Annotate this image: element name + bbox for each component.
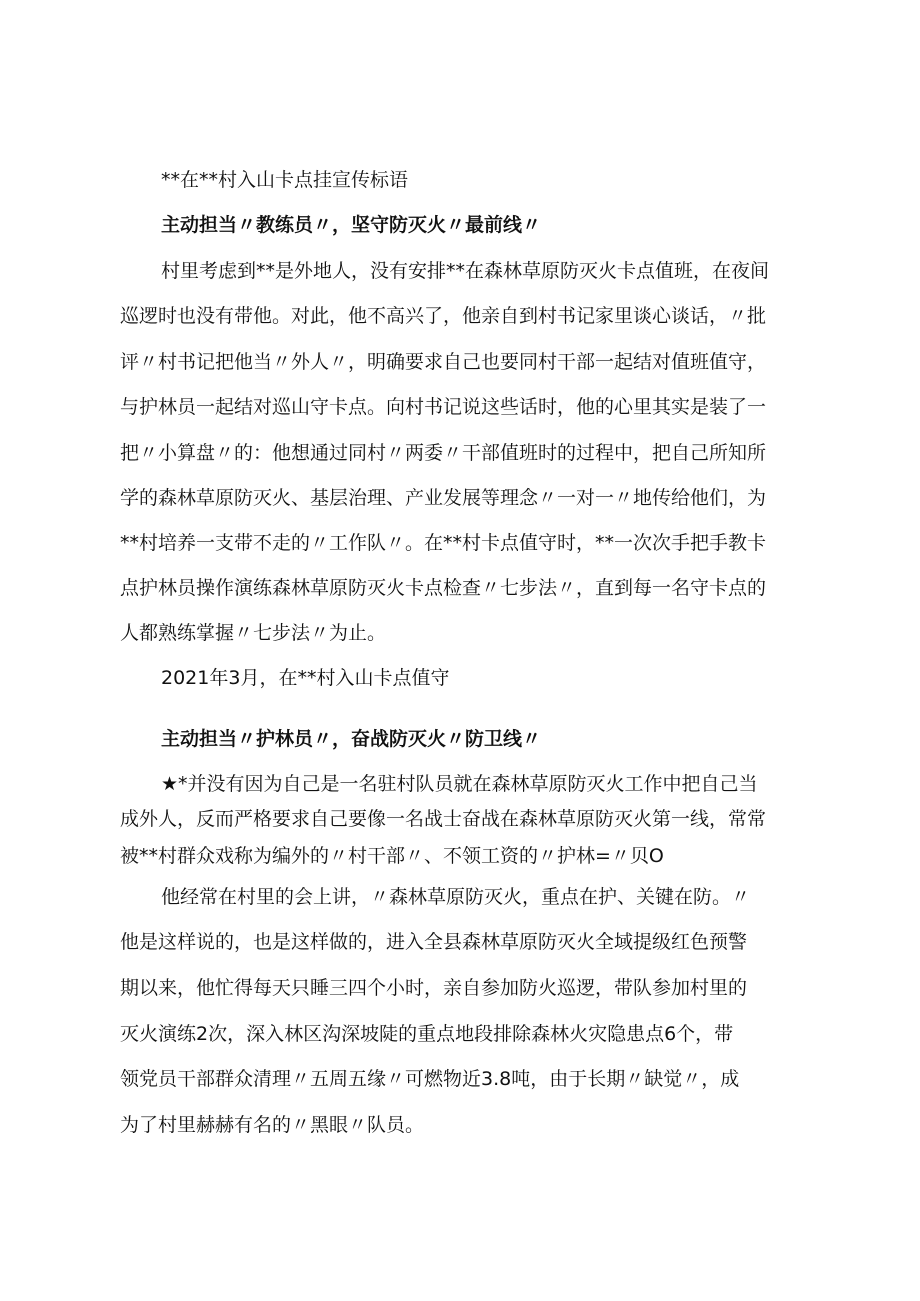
paragraph-line: 期以来，他忙得每天只睡三四个小时，亲自参加防火巡逻，带队参加村里的 xyxy=(120,977,748,999)
paragraph-line: 与护林员一起结对巡山守卡点。向村书记说这些话时，他的心里其实是装了一 xyxy=(120,396,767,418)
paragraph-line: ★*并没有因为自己是一名驻村队员就在森林草原防灭火工作中把自己当 xyxy=(161,773,758,795)
paragraph-line: 学的森林草原防灭火、基层治理、产业发展等理念〃一对一〃地传给他们，为 xyxy=(120,487,767,509)
paragraph-line: 被**村群众戏称为编外的〃村干部〃、不领工资的〃护林=〃贝O xyxy=(120,845,664,867)
paragraph-line: 灭火演练2次，深入林区沟深坡陡的重点地段排除森林火灾隐患点6个，带 xyxy=(120,1023,734,1045)
paragraph-line: 人都熟练掌握〃七步法〃为止。 xyxy=(120,622,387,644)
paragraph-line: 评〃村书记把他当〃外人〃，明确要求自己也要同村干部一起结对值班值守， xyxy=(120,351,767,373)
photo-caption: 2021年3月，在**村入山卡点值守 xyxy=(161,667,450,689)
paragraph-line: 点护林员操作演练森林草原防灭火卡点检查〃七步法〃，直到每一名守卡点的 xyxy=(120,577,767,599)
paragraph-line: 巡逻时也没有带他。对此，他不高兴了，他亲自到村书记家里谈心谈话，〃批 xyxy=(120,305,767,327)
paragraph-line: **村培养一支带不走的〃工作队〃。在**村卡点值守时，**一次次手把手教卡 xyxy=(120,532,767,554)
paragraph-line: 为了村里赫赫有名的〃黑眼〃队员。 xyxy=(120,1114,425,1136)
paragraph-line: 他经常在村里的会上讲，〃森林草原防灭火，重点在护、关键在防。〃 xyxy=(161,886,751,908)
paragraph-line: 村里考虑到**是外地人，没有安排**在森林草原防灭火卡点值班，在夜间 xyxy=(161,260,770,282)
paragraph-line: 他是这样说的，也是这样做的，进入全县森林草原防灭火全域提级红色预警 xyxy=(120,931,748,953)
paragraph-line: 领党员干部群众清理〃五周五缘〃可燃物近3.8吨，由于长期〃缺觉〃，成 xyxy=(120,1068,740,1090)
paragraph-line: 把〃小算盘〃的：他想通过同村〃两委〃干部值班时的过程中，把自己所知所 xyxy=(120,442,767,464)
section-heading: 主动担当〃护林员〃，奋战防灭火〃防卫线〃 xyxy=(161,728,542,750)
paragraph-line: 成外人，反而严格要求自己要像一名战士奋战在森林草原防灭火第一线，常常 xyxy=(120,808,767,830)
photo-caption: **在**村入山卡点挂宣传标语 xyxy=(161,169,409,191)
section-heading: 主动担当〃教练员〃，坚守防灭火〃最前线〃 xyxy=(161,214,542,236)
